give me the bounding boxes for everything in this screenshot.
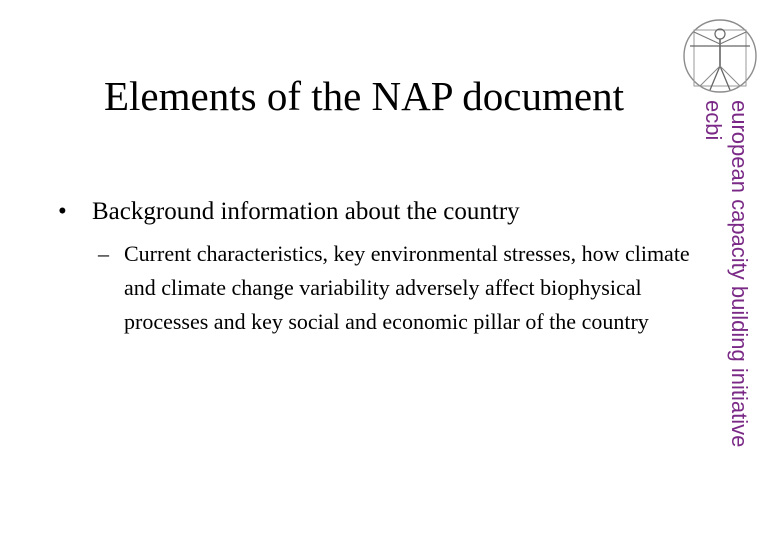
org-vertical-label — [696, 100, 752, 520]
org-name: european capacity building initiative — [727, 100, 752, 448]
org-abbrev: ecbi — [701, 100, 726, 141]
sub-bullet-marker: – — [98, 241, 109, 266]
sub-bullet-item — [98, 237, 698, 339]
bullet-marker: • — [58, 198, 67, 225]
slide-title: Elements of the NAP document — [104, 73, 624, 119]
sub-bullet-text: Current characteristics, key environmental stresses, how climate and climate change variability adversely affect biophysical processes and key social and economic pillar of the country — [124, 241, 690, 334]
bullet-item — [58, 193, 668, 231]
bullet-text: Background information about the country — [92, 198, 520, 225]
vitruvian-man-icon — [680, 14, 760, 96]
